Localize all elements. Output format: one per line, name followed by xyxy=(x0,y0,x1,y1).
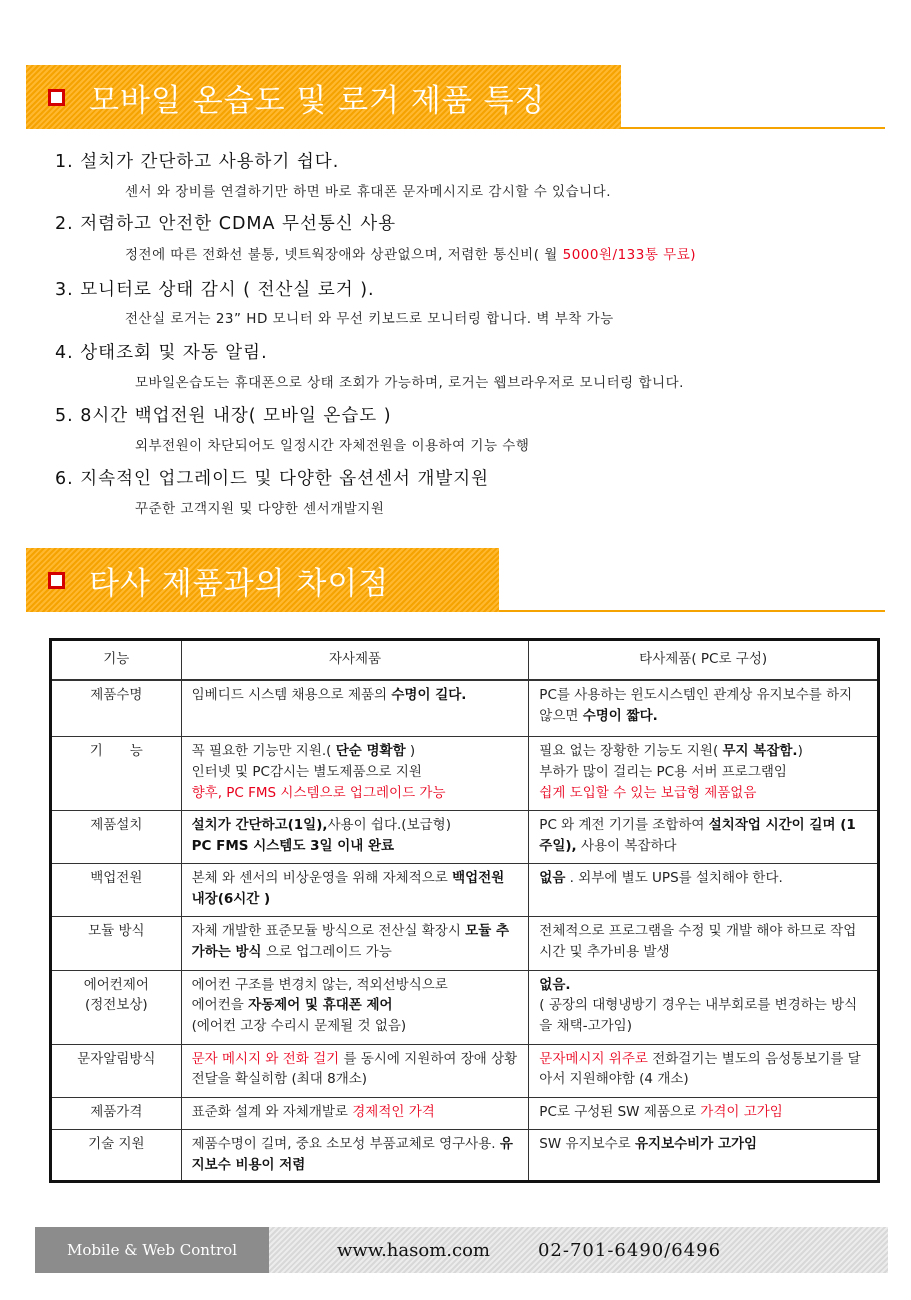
row-label: 기술 지원 xyxy=(52,1129,182,1182)
feature-heading: 4. 상태조회 및 자동 알림. xyxy=(55,343,268,363)
section-title: 타사 제품과의 차이점 xyxy=(89,565,390,602)
cell-text: . 외부에 별도 UPS를 설치해야 한다. xyxy=(565,870,783,887)
other-cell xyxy=(529,737,878,811)
feature-heading: 3. 모니터로 상태 감시 ( 전산실 로거 ). xyxy=(55,280,375,300)
cell-emphasis: 없음. xyxy=(539,976,571,993)
feature-heading: 1. 설치가 간단하고 사용하기 쉽다. xyxy=(55,152,340,172)
cell-emphasis: 백업전원 내장(6시간 ) xyxy=(191,870,505,908)
table-row xyxy=(52,737,878,811)
own-cell xyxy=(181,917,529,970)
table-row xyxy=(52,811,878,864)
row-label xyxy=(52,970,182,1044)
own-cell xyxy=(181,811,529,864)
cell-text: 제품수명이 길며, 중요 소모성 부품교체로 영구사용. xyxy=(191,1135,500,1152)
cell-emphasis: 자동제어 및 휴대폰 제어 xyxy=(248,997,393,1014)
cell-line: 에어컨 구조를 변경치 않는, 적외선방식으로 xyxy=(191,976,448,993)
own-cell xyxy=(181,1129,529,1182)
cell-line xyxy=(539,975,867,996)
cell-text: 사용이 쉽다.(보급형) xyxy=(327,817,451,834)
table-row xyxy=(52,917,878,970)
own-cell xyxy=(181,1097,529,1129)
cell-emphasis: PC FMS 시스템도 3일 이내 완료 xyxy=(191,838,395,855)
cell-text: 전화걸기는 별도의 음성통보기를 달아서 지원해야함 (4 개소) xyxy=(539,1050,861,1088)
row-label: 백업전원 xyxy=(52,864,182,917)
row-label: 제품설치 xyxy=(52,811,182,864)
row-label: 모듈 방식 xyxy=(52,917,182,970)
cell-emphasis: 유지보수 비용이 저렴 xyxy=(191,1135,513,1173)
cell-line xyxy=(539,741,867,762)
cell-text: 본체 와 센서의 비상운영을 위해 자체적으로 xyxy=(191,870,453,887)
header-cell: 자사제품 xyxy=(181,639,529,680)
cell-text: 를 동시에 지원하여 장애 상황전달을 확실히함 (최대 8개소) xyxy=(191,1050,518,1088)
footer-tagline: Mobile & Web Control xyxy=(35,1227,269,1273)
cell-line-highlight: 향후, PC FMS 시스템으로 업그레이드 가능 xyxy=(191,785,446,802)
other-cell xyxy=(529,1097,878,1129)
feature-desc xyxy=(125,243,696,263)
cell-emphasis: 모듈 추가하는 방식 xyxy=(191,923,509,961)
own-cell xyxy=(181,970,529,1044)
cell-line: ( 공장의 대형냉방기 경우는 내부회로를 변경하는 방식을 채택-고가임) xyxy=(539,997,858,1035)
other-cell: 전체적으로 프로그램을 수정 및 개발 해야 하므로 작업시간 및 추가비용 발생 xyxy=(529,917,878,970)
feature-heading: 2. 저렴하고 안전한 CDMA 무선통신 사용 xyxy=(55,214,397,234)
feature-heading: 5. 8시간 백업전원 내장( 모바일 온습도 ) xyxy=(55,406,392,426)
cell-highlight: 문자메시지 위주로 xyxy=(539,1050,648,1067)
cell-line: (에어컨 고장 수리시 문제될 것 없음) xyxy=(191,1018,407,1035)
row-label: 기 능 xyxy=(52,737,182,811)
other-cell xyxy=(529,811,878,864)
comparison-table xyxy=(51,638,878,1183)
cell-text: ) xyxy=(405,743,416,760)
footer-bar xyxy=(35,1227,888,1273)
cell-line xyxy=(192,836,519,857)
cell-text: 사용이 복잡하다 xyxy=(576,838,677,855)
row-label: 문자알림방식 xyxy=(52,1044,182,1097)
own-cell xyxy=(181,1044,529,1097)
cell-text: 꼭 필요한 기능만 지원.( xyxy=(191,743,336,760)
other-cell xyxy=(529,681,878,737)
section-underline xyxy=(621,127,885,129)
feature-desc: 꾸준한 고객지원 및 다양한 센서개발지원 xyxy=(135,501,385,517)
row-label: 제품가격 xyxy=(52,1097,182,1129)
checkbox-bullet-icon xyxy=(48,572,65,589)
other-cell xyxy=(529,1044,878,1097)
table-row xyxy=(52,681,878,737)
cell-line xyxy=(192,815,519,836)
cell-text: 에어컨을 xyxy=(191,997,249,1014)
own-cell xyxy=(181,737,529,811)
other-cell xyxy=(529,864,878,917)
cell-emphasis: 수명이 짧다. xyxy=(582,707,658,724)
cell-highlight: 문자 메시지 와 전화 걸기 xyxy=(191,1050,340,1067)
section-banner-comparison xyxy=(26,548,499,612)
cell-text: PC를 사용하는 윈도시스템인 관계상 유지보수를 하지 않으면 xyxy=(539,687,853,724)
cell-text: 임베디드 시스템 채용으로 제품의 xyxy=(191,687,392,703)
cell-text: PC로 구성된 SW 제품으로 xyxy=(539,1103,701,1120)
cell-line-highlight: 쉽게 도입할 수 있는 보급형 제품없음 xyxy=(539,785,757,802)
feature-desc: 모바일온습도는 휴대폰으로 상태 조회가 가능하며, 로거는 웹브라우저로 모니터링 합니다. xyxy=(135,375,684,391)
cell-text: ) xyxy=(797,743,803,760)
other-cell xyxy=(529,1129,878,1182)
cell-text: PC 와 계전 기기를 조합하여 xyxy=(539,817,709,834)
section-underline xyxy=(499,610,885,612)
feature-desc: 외부전원이 차단되어도 일정시간 자체전원을 이용하여 기능 수행 xyxy=(135,438,530,454)
feature-desc-text: 정전에 따른 전화선 불통, 넷트웍장애와 상관없으며, 저렴한 통신비( 월 xyxy=(125,247,563,263)
cell-emphasis: 설치작업 시간이 길며 (1주일), xyxy=(539,817,856,855)
cell-emphasis: 설치가 간단하고(1일), xyxy=(191,817,328,834)
table-row xyxy=(52,1044,878,1097)
table-header-row xyxy=(52,639,878,680)
checkbox-bullet-icon xyxy=(48,89,65,106)
cell-line xyxy=(192,995,519,1016)
row-label-line: 에어컨제어 xyxy=(83,976,149,993)
header-cell: 기능 xyxy=(52,639,182,680)
section-title: 모바일 온습도 및 로거 제품 특징 xyxy=(89,82,546,119)
cell-text: 자체 개발한 표준모듈 방식으로 전산실 확장시 xyxy=(191,923,466,940)
own-cell xyxy=(181,681,529,737)
section-banner-features xyxy=(26,65,621,129)
cell-emphasis: 무지 복잡함. xyxy=(722,743,798,760)
cell-text: 표준화 설계 와 자체개발로 xyxy=(191,1103,353,1120)
table-row xyxy=(52,864,878,917)
cell-highlight: 경제적인 가격 xyxy=(352,1103,435,1120)
cell-line: 인터넷 및 PC감시는 별도제품으로 지원 xyxy=(191,764,422,781)
feature-heading: 6. 지속적인 업그레이드 및 다양한 옵션센서 개발지원 xyxy=(55,469,490,489)
row-label: 제품수명 xyxy=(52,681,182,737)
other-cell xyxy=(529,970,878,1044)
cell-emphasis: 수명이 길다. xyxy=(391,687,467,703)
table-row xyxy=(52,1097,878,1129)
cell-emphasis: 없음 xyxy=(539,870,566,887)
cell-highlight: 가격이 고가임 xyxy=(700,1103,783,1120)
cell-text: 필요 없는 장황한 기능도 지원( xyxy=(539,743,723,760)
table-row xyxy=(52,1129,878,1182)
feature-desc: 전산실 로거는 23” HD 모니터 와 무선 키보드로 모니터링 합니다. 벽 부착 가능 xyxy=(125,311,614,327)
header-cell: 타사제품( PC로 구성) xyxy=(529,639,878,680)
feature-desc-highlight: 5000원/133통 무료) xyxy=(562,247,697,263)
cell-line xyxy=(192,741,519,762)
cell-text: SW 유지보수로 xyxy=(539,1135,636,1152)
cell-emphasis: 유지보수비가 고가임 xyxy=(635,1135,758,1152)
cell-text: 으로 업그레이드 가능 xyxy=(261,944,392,961)
feature-desc: 센서 와 장비를 연결하기만 하면 바로 휴대폰 문자메시지로 감시할 수 있습니다. xyxy=(125,184,612,200)
footer-phone: 02-701-6490/6496 xyxy=(537,1239,722,1261)
cell-emphasis: 단순 명확함 xyxy=(335,743,406,760)
own-cell xyxy=(181,864,529,917)
cell-line: 부하가 많이 걸리는 PC용 서버 프로그램임 xyxy=(539,764,787,781)
table-row xyxy=(52,970,878,1044)
footer-url[interactable]: www.hasom.com xyxy=(337,1239,490,1261)
row-label-line: (정전보상) xyxy=(84,997,148,1014)
